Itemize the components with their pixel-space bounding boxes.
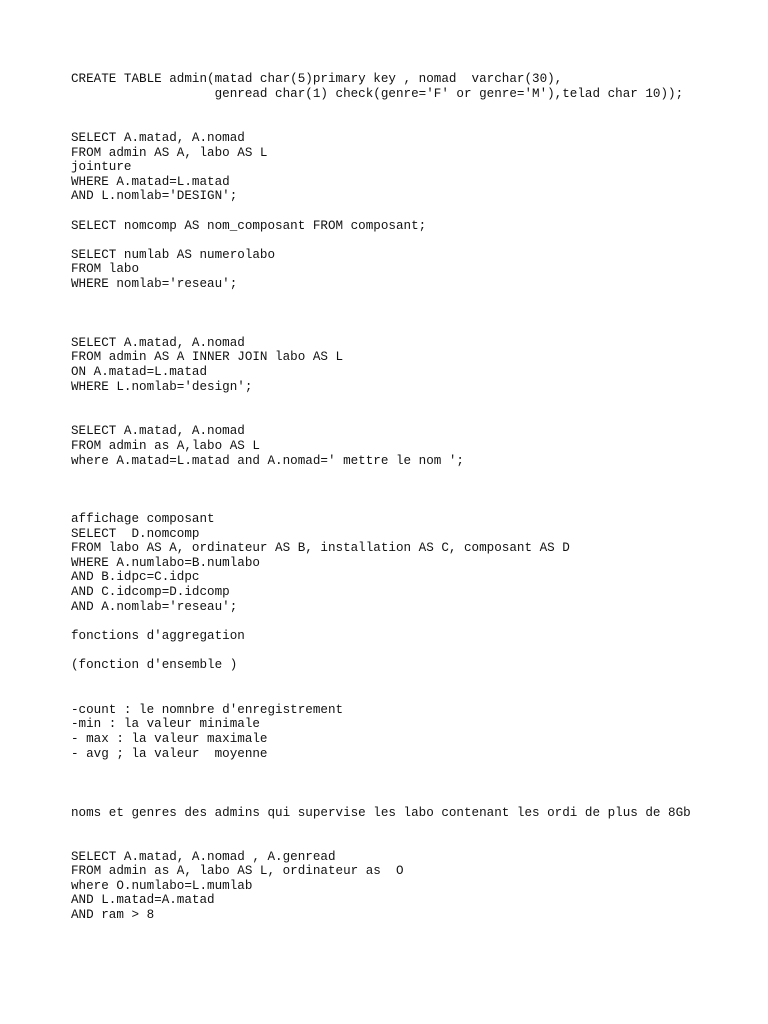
- text-line: - avg ; la valeur moyenne: [71, 747, 268, 761]
- text-line: noms et genres des admins qui supervise les labo contenant les ordi de plus de 8Gb: [71, 806, 691, 820]
- text-line: AND L.matad=A.matad: [71, 893, 215, 907]
- text-line: AND A.nomlab='reseau';: [71, 600, 238, 614]
- text-line: -count : le nomnbre d'enregistrement: [71, 703, 344, 717]
- text-line: fonctions d'aggregation: [71, 629, 245, 643]
- text-line: genread char(1) check(genre='F' or genre='M'),telad char 10));: [71, 87, 684, 101]
- text-line: FROM admin as A, labo AS L, ordinateur as O: [71, 864, 404, 878]
- text-line: WHERE nomlab='reseau';: [71, 277, 238, 291]
- text-line: SELECT nomcomp AS nom_composant FROM composant;: [71, 219, 427, 233]
- text-line: - max : la valeur maximale: [71, 732, 268, 746]
- text-line: SELECT A.matad, A.nomad , A.genread: [71, 850, 336, 864]
- text-line: FROM admin as A,labo AS L: [71, 439, 260, 453]
- text-line: FROM labo: [71, 262, 140, 276]
- text-line: (fonction d'ensemble ): [71, 658, 238, 672]
- text-line: where A.matad=L.matad and A.nomad=' mettre le nom ';: [71, 454, 464, 468]
- text-line: -min : la valeur minimale: [71, 717, 260, 731]
- text-line: AND L.nomlab='DESIGN';: [71, 189, 238, 203]
- text-line: AND ram > 8: [71, 908, 155, 922]
- text-line: AND C.idcomp=D.idcomp: [71, 585, 230, 599]
- text-line: AND B.idpc=C.idpc: [71, 570, 200, 584]
- text-line: ON A.matad=L.matad: [71, 365, 208, 379]
- text-line: WHERE A.numlabo=B.numlabo: [71, 556, 260, 570]
- text-line: SELECT A.matad, A.nomad: [71, 424, 245, 438]
- text-line: SELECT numlab AS numerolabo: [71, 248, 276, 262]
- text-line: FROM labo AS A, ordinateur AS B, installation AS C, composant AS D: [71, 541, 570, 555]
- text-line: jointure: [71, 160, 132, 174]
- text-line: FROM admin AS A INNER JOIN labo AS L: [71, 350, 344, 364]
- text-line: affichage composant: [71, 512, 215, 526]
- text-line: where O.numlabo=L.mumlab: [71, 879, 253, 893]
- text-line: FROM admin AS A, labo AS L: [71, 146, 268, 160]
- text-line: SELECT A.matad, A.nomad: [71, 131, 245, 145]
- text-line: WHERE L.nomlab='design';: [71, 380, 253, 394]
- text-line: SELECT D.nomcomp: [71, 527, 200, 541]
- text-line: CREATE TABLE admin(matad char(5)primary key , nomad varchar(30),: [71, 72, 563, 86]
- text-line: WHERE A.matad=L.matad: [71, 175, 230, 189]
- text-line: SELECT A.matad, A.nomad: [71, 336, 245, 350]
